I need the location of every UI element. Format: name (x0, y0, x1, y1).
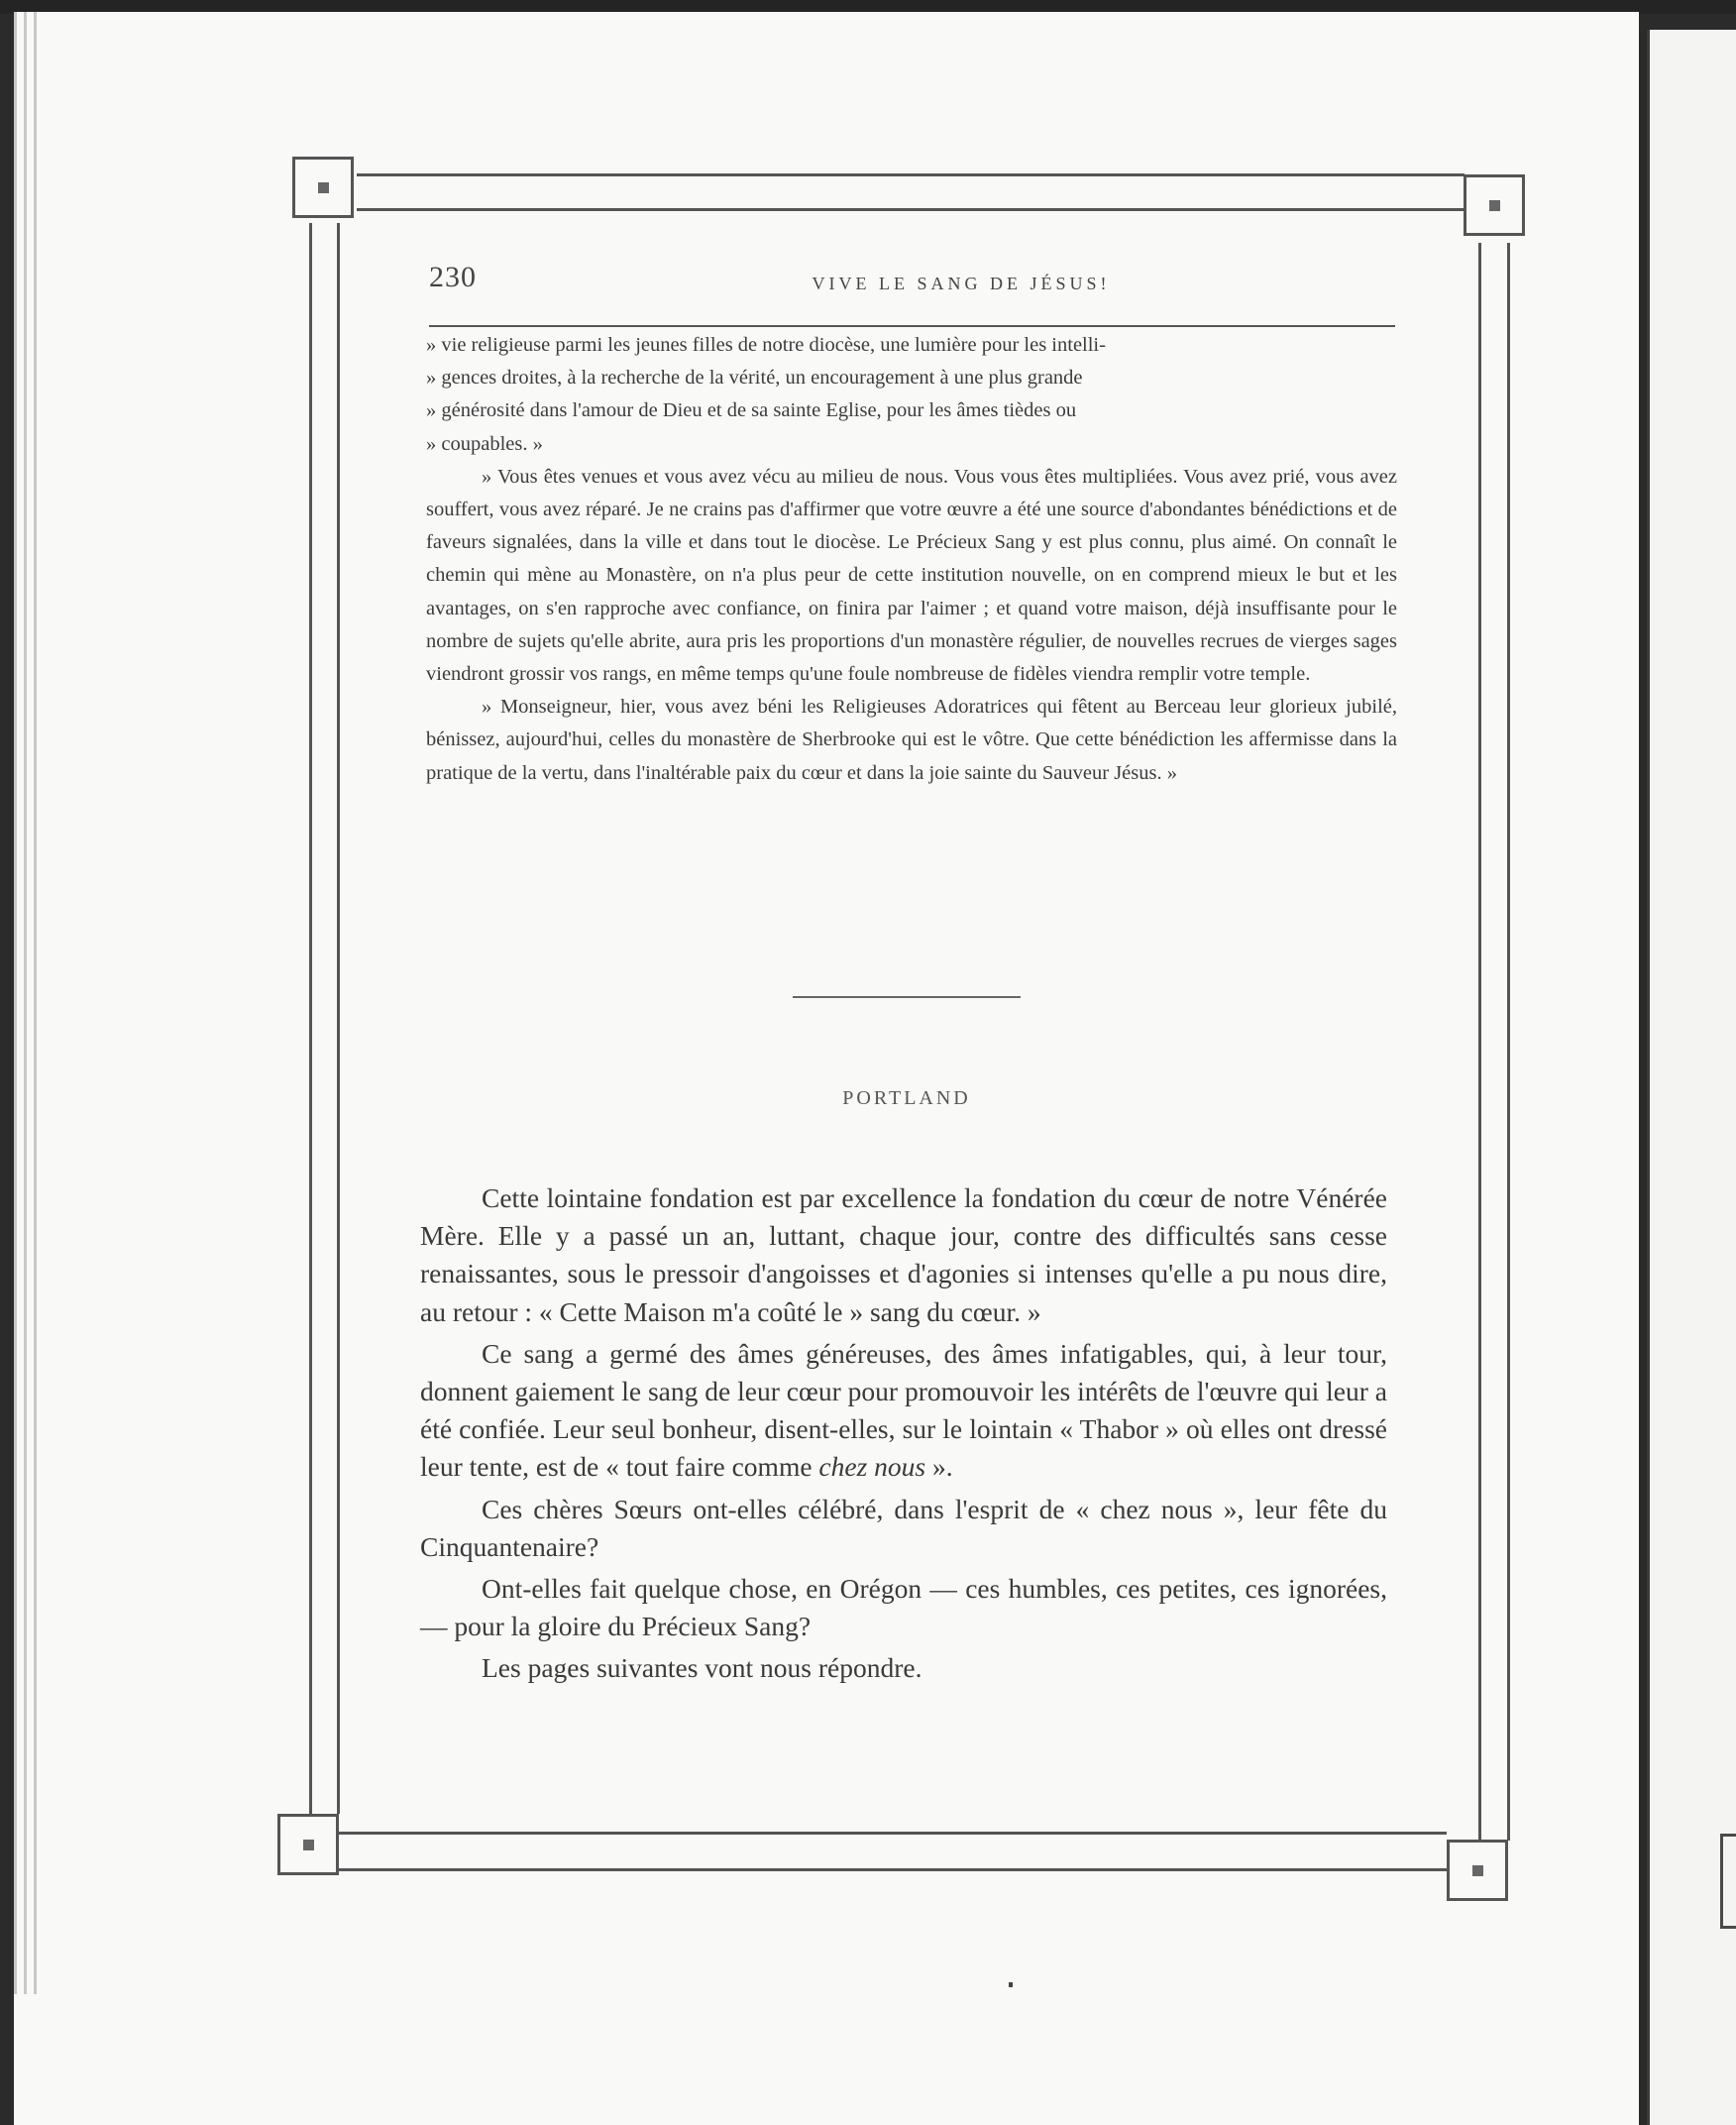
quote-line: » vie religieuse parmi les jeunes filles de notre diocèse, une lumière pour les intelli- (426, 334, 1106, 356)
facing-page-edge (1647, 30, 1736, 2125)
section-separator (793, 996, 1021, 998)
quoted-discourse (426, 329, 1397, 790)
body-text: Ce sang a germé des âmes généreuses, des âmes infatigables, qui, à leur tour, donnent gaiement le sang de leur cœur pour promouvoir les intérêts de l'œuvre qui leur a été confiée. Leur seul bonheur, disent-elles, sur le lointain « Thabor » où elles ont dressé leur tente, est de « tout faire comme (420, 1337, 1387, 1483)
header-rule (429, 325, 1395, 327)
scan-speck (1009, 1982, 1013, 1987)
italic-phrase: chez nous (818, 1451, 926, 1483)
section-body (420, 1179, 1387, 1692)
body-paragraph: Ces chères Sœurs ont-elles célébré, dans l'esprit de « chez nous », leur fête du Cinquantenaire? (420, 1493, 1387, 1562)
quote-paragraph: » Monseigneur, hier, vous avez béni les Religieuses Adoratrices qui fêtent au Berceau leur glorieux jubilé, bénissez, aujourd'hui, celles du monastère de Sherbrooke qui est le vôtre. Que cette bénédiction les affermisse dans la pratique de la vertu, dans l'inaltérable paix du cœur et dans la joie sainte du Sauveur Jésus. » (426, 696, 1397, 784)
running-title: VIVE LE SANG DE JÉSUS! (812, 274, 1111, 293)
facing-page-ornament (1720, 1834, 1736, 1929)
quote-line: » gences droites, à la recherche de la vérité, un encouragement à une plus grande (426, 367, 1083, 390)
page-edge (24, 12, 27, 1994)
page-edge (34, 12, 37, 1994)
section-title: PORTLAND (842, 1087, 971, 1109)
page-edge (14, 12, 17, 1994)
body-paragraph: Cette lointaine fondation est par excellence la fondation du cœur de notre Vénérée Mère. Elle y a passé un an, luttant, chaque jour, contre des difficultés sans cesse renaissantes, sous le pressoir d'angoisses et d'agonies si intenses qu'elle a pu nous dire, au retour : « Cette Maison m'a coûté le » sang du cœur. » (420, 1182, 1387, 1327)
quote-paragraph: » Vous êtes venues et vous avez vécu au milieu de nous. Vous vous êtes multipliées. Vous avez prié, vous avez souffert, vous avez réparé. Je ne crains pas d'affirmer que votre œuvre a été une source d'abondantes bénédictions et de faveurs signalées, dans la ville et dans tout le diocèse. Le Précieux Sang y est plus connu, plus aimé. On connaît le chemin qui mène au Monastère, on n'a plus peur de cette institution nouvelle, on en comprend mieux le but et les avantages, on s'en rapproche avec confiance, on finira par l'aimer ; et quand votre maison, déjà insuffisante pour le nombre de sujets qu'elle abrite, aura pris les proportions d'un monastère régulier, de nouvelles recrues de vierges sages viendront grossir vos rangs, en même temps qu'une foule nombreuse de fidèles viendra remplir votre temple. (426, 465, 1397, 686)
page-number: 230 (429, 261, 477, 293)
body-paragraph: Les pages suivantes vont nous répondre. (482, 1652, 922, 1684)
body-paragraph: Ont-elles fait quelque chose, en Orégon — ces humbles, ces petites, ces ignorées, — pour la gloire du Précieux Sang? (420, 1573, 1387, 1642)
quote-line: » coupables. » (426, 432, 543, 455)
body-text: ». (925, 1451, 953, 1483)
quote-line: » générosité dans l'amour de Dieu et de sa sainte Eglise, pour les âmes tièdes ou (426, 399, 1077, 422)
body-paragraph (420, 1335, 1387, 1487)
